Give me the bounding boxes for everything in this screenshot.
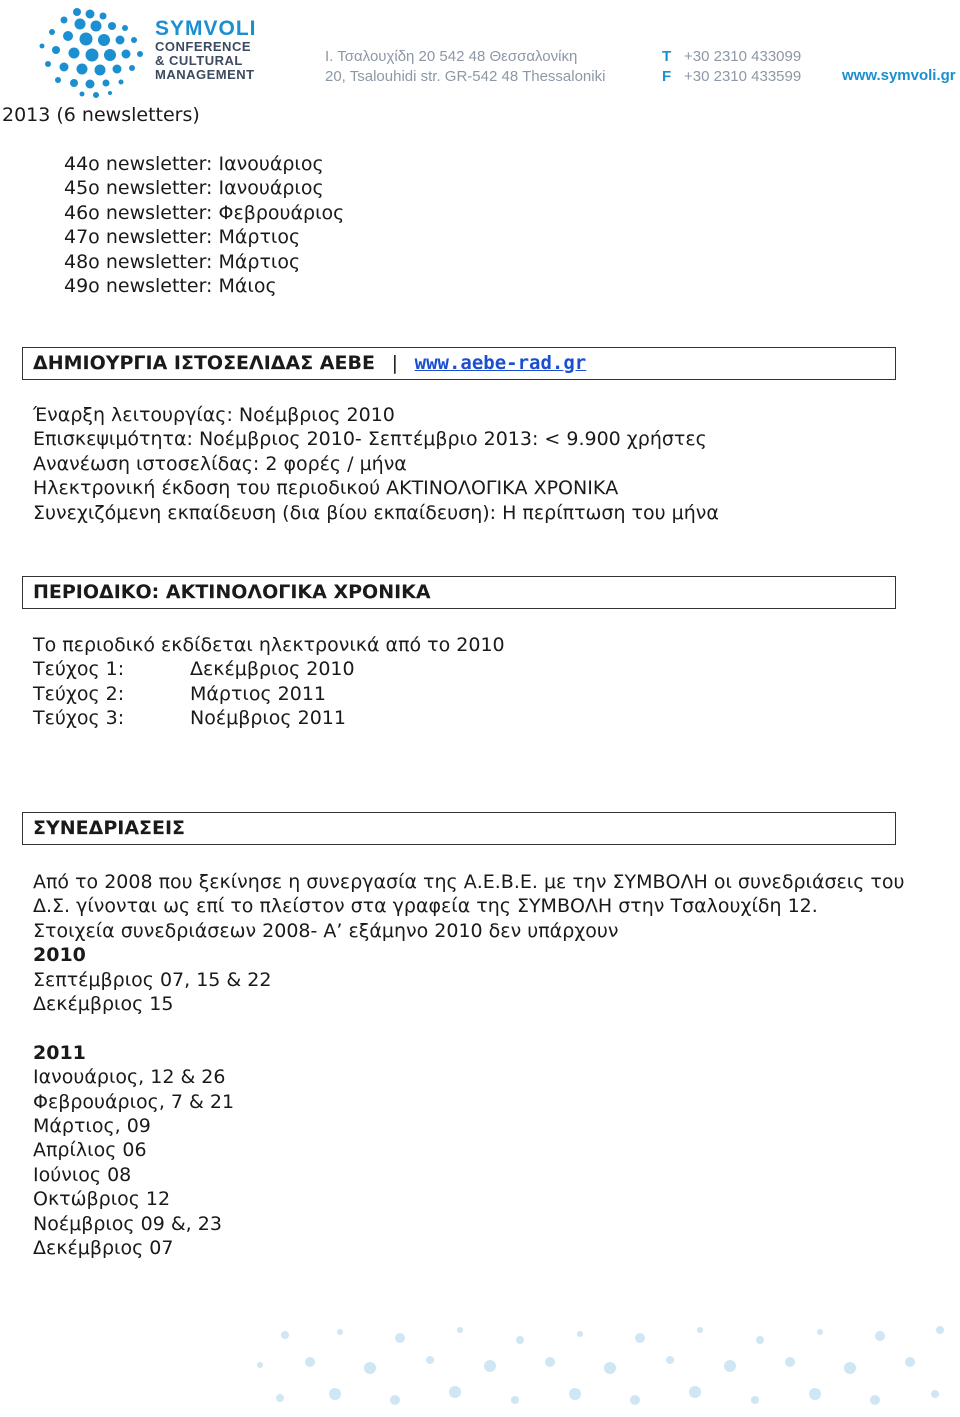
footer-dot-pattern <box>250 1320 960 1417</box>
meetings-intro-line: Στοιχεία συνεδριάσεων 2008- Α’ εξάμηνο 2010 δεν υπάρχουν <box>33 919 619 942</box>
aebe-website-link[interactable]: www.aebe-rad.gr <box>414 352 587 374</box>
meeting-date: Ιανουάριος, 12 & 26 <box>33 1066 226 1089</box>
fax-label: F <box>662 68 672 85</box>
journal-details <box>33 633 633 731</box>
symvoli-logo-dots <box>22 4 152 99</box>
meetings-details <box>33 870 904 1260</box>
year-heading-2011: 2011 <box>33 1041 86 1064</box>
issue-row <box>33 657 633 681</box>
title-separator: | <box>391 352 398 374</box>
meetings-intro-line: Από το 2008 που ξεκίνησε η συνεργασία της Α.Ε.Β.Ε. με την ΣΥΜΒΟΛΗ οι συνεδριάσεις του <box>33 871 905 893</box>
newsletters-heading: 2013 (6 newsletters) <box>2 104 200 126</box>
list-item: 47ο newsletter: Μάρτιος <box>64 226 301 249</box>
detail-line: Συνεχιζόμενη εκπαίδευση (δια βίου εκπαίδευση): Η περίπτωση του μήνα <box>33 501 719 524</box>
meetings-intro-line: Δ.Σ. γίνονται ως επί το πλείστον στα γραφεία της ΣΥΜΒΟΛΗ στην Τσαλουχίδη 12. <box>33 895 818 918</box>
section-header-website <box>22 347 896 380</box>
detail-line: Επισκεψιμότητα: Νοέμβριος 2010- Σεπτέμβριο 2013: < 9.900 χρήστες <box>33 428 707 451</box>
issue-row <box>33 706 633 730</box>
meeting-date: Ιούνιος 08 <box>33 1163 132 1186</box>
detail-line: Ηλεκτρονική έκδοση του περιοδικού ΑΚΤΙΝΟΛΟΓΙΚΑ ΧΡΟΝΙΚΑ <box>33 477 619 500</box>
section-title: ΠΕΡΙΟΔΙΚΟ: ΑΚΤΙΝΟΛΟΓΙΚΑ ΧΡΟΝΙΚΑ <box>33 581 431 603</box>
symvoli-logo-text <box>155 18 257 82</box>
issue-label: Τεύχος 3: <box>33 707 125 730</box>
logo-line-3: & CULTURAL <box>155 53 243 68</box>
address-block <box>325 47 605 87</box>
meeting-date: Μάρτιος, 09 <box>33 1115 151 1138</box>
logo-line-2: CONFERENCE <box>155 39 252 54</box>
meeting-date: Δεκέμβριος 07 <box>33 1237 174 1260</box>
issue-date: Δεκέμβριος 2010 <box>190 658 355 681</box>
issue-label: Τεύχος 2: <box>33 682 125 705</box>
spacer <box>33 1016 904 1040</box>
list-item: 45ο newsletter: Ιανουάριος <box>64 177 324 200</box>
meeting-date: Απρίλιος 06 <box>33 1139 147 1162</box>
list-item: 48ο newsletter: Μάρτιος <box>64 250 301 273</box>
logo-line-1: SYMVOLI <box>155 17 257 40</box>
website-details <box>33 403 719 525</box>
meeting-date: Οκτώβριος 12 <box>33 1188 171 1211</box>
journal-intro: Το περιοδικό εκδίδεται ηλεκτρονικά από το 2010 <box>33 634 505 656</box>
fax-number: +30 2310 433599 <box>684 68 802 85</box>
address-english: 20, Tsalouhidi str. GR-542 48 Thessaloniki <box>325 68 606 85</box>
list-item: 49ο newsletter: Μάιος <box>64 275 277 298</box>
meeting-date: Σεπτέμβριος 07, 15 & 22 <box>33 968 272 991</box>
fax-row <box>662 67 801 87</box>
section-header-meetings <box>22 812 896 845</box>
issue-date: Μάρτιος 2011 <box>190 682 327 705</box>
meeting-date: Φεβρουάριος, 7 & 21 <box>33 1090 235 1113</box>
meeting-date: Νοέμβριος 09 &, 23 <box>33 1212 222 1235</box>
year-heading-2010: 2010 <box>33 944 86 967</box>
detail-line: Ανανέωση ιστοσελίδας: 2 φορές / μήνα <box>33 452 407 475</box>
letterhead <box>0 0 960 100</box>
phone-number: +30 2310 433099 <box>684 48 802 65</box>
contact-block <box>662 47 801 87</box>
list-item: 46ο newsletter: Φεβρουάριος <box>64 201 345 224</box>
section-title: ΔΗΜΙΟΥΡΓΙΑ ΙΣΤΟΣΕΛΙΔΑΣ ΑΕΒΕ <box>33 352 375 374</box>
detail-line: Έναρξη λειτουργίας: Νοέμβριος 2010 <box>33 404 395 426</box>
issue-label: Τεύχος 1: <box>33 658 125 681</box>
phone-row <box>662 47 801 67</box>
section-title: ΣΥΝΕΔΡΙΑΣΕΙΣ <box>33 817 186 839</box>
list-item: 44ο newsletter: Ιανουάριος <box>64 153 324 175</box>
issue-row <box>33 682 633 706</box>
phone-label: T <box>662 48 672 65</box>
logo-line-4: MANAGEMENT <box>155 67 255 82</box>
section-header-journal <box>22 576 896 609</box>
newsletter-list <box>64 152 344 298</box>
meeting-date: Δεκέμβριος 15 <box>33 993 174 1016</box>
issue-date: Νοέμβριος 2011 <box>190 707 346 730</box>
website-link[interactable]: www.symvoli.gr <box>842 67 956 84</box>
address-greek: Ι. Τσαλουχίδη 20 542 48 Θεσσαλονίκη <box>325 48 578 65</box>
